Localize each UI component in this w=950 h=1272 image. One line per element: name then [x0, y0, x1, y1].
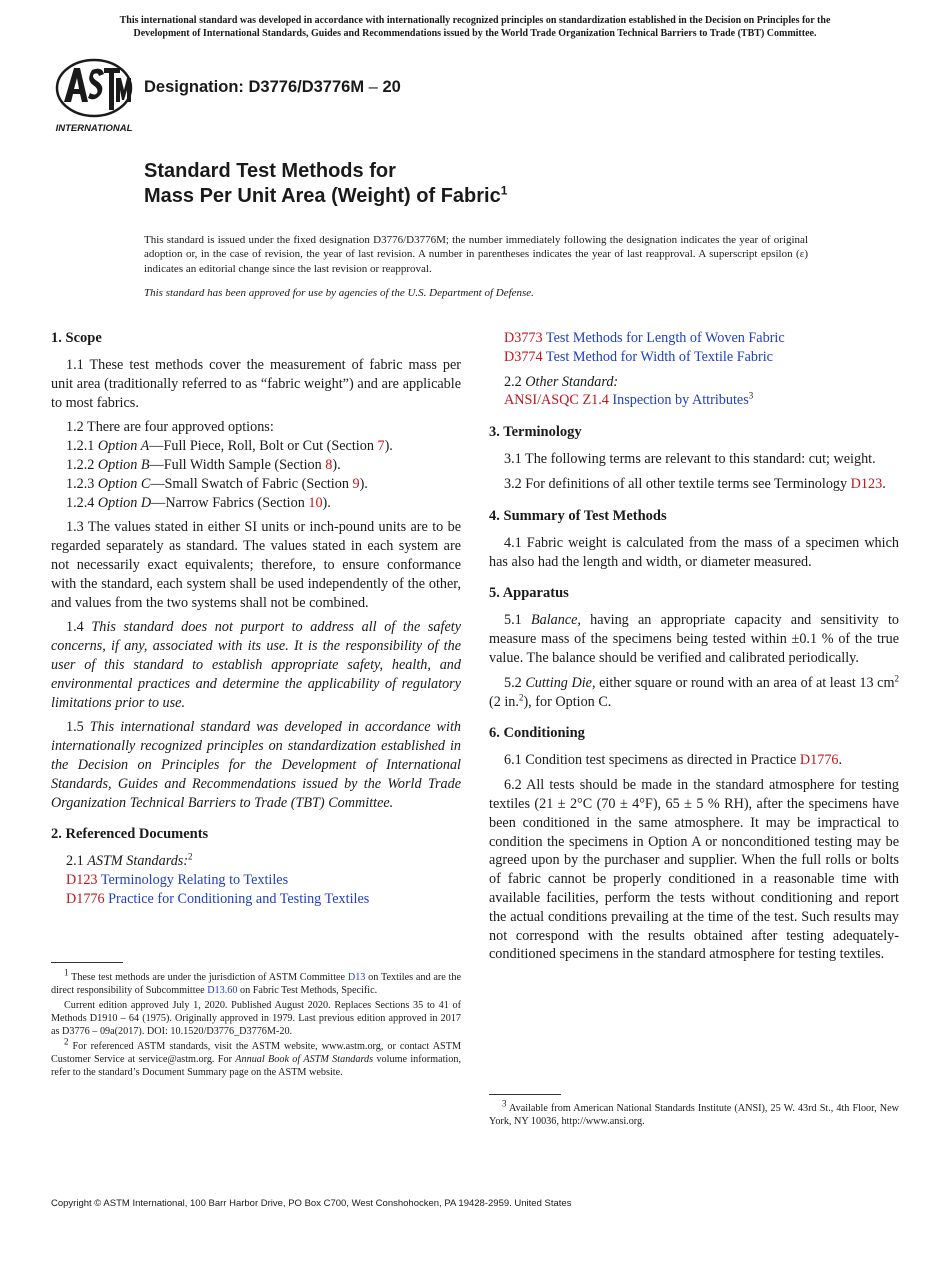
option-item: 1.2.1 Option A—Full Piece, Roll, Bolt or Cut (Section 7).	[66, 438, 393, 455]
footnotes-left	[51, 967, 461, 1081]
footnote-ref-3[interactable]: 3	[748, 390, 754, 401]
tbt-notice-line-2: Development of International Standards, Guides and Recommendations issued by the World Trade Organization Technical Barriers to Trade (TBT) Committee.	[133, 27, 817, 39]
footnote-3: $^3$ Available from American National Standards Institute (ANSI), 25 W. 43rd St., 4th Floor, New York, NY 10036, http://www.ansi.org.	[489, 1098, 899, 1127]
footnote-1-edition: Current edition approved July 1, 2020. Published August 2020. Replaces Sections 35 to 41 of Methods D1910 – 64 (1975). Originally approved in 1979. Last previous edition approved in 2017 as D3776 – 09a(2017). DOI: 10.1520/D3776_D3776M-20.	[51, 1000, 461, 1037]
logo-text: INTERNATIONAL	[55, 123, 133, 134]
reference-item[interactable]	[489, 391, 899, 410]
para-1-1: 1.1 These test methods cover the measurement of fabric mass per unit area (traditionally referred to as “fabric weight”) and are applicable to most fabrics.	[51, 357, 461, 411]
option-desc: —Small Swatch of Fabric (Section	[150, 475, 353, 492]
term-cutting-die: Cutting Die,	[525, 674, 596, 691]
astm-logo-mark	[54, 58, 134, 134]
reference-link-d1776[interactable]: D1776	[799, 752, 839, 769]
document-title	[144, 159, 844, 209]
designation-label: Designation: D3776/D3776M	[144, 78, 365, 96]
option-item: 1.2.4 Option D—Narrow Fabrics (Section 10).	[66, 494, 331, 511]
option-name: Option A	[97, 438, 150, 455]
title-line-2: Mass Per Unit Area (Weight) of Fabric	[144, 185, 501, 207]
reference-item[interactable]	[489, 348, 899, 367]
reference-title[interactable]: Test Method for Width of Textile Fabric	[542, 348, 773, 365]
subcommittee-link-d13-60[interactable]: D13.60	[207, 985, 238, 996]
reference-code[interactable]: D3774	[504, 348, 543, 365]
option-number: 1.2.3	[66, 475, 98, 492]
para-2-2: 2.2 Other Standard:	[504, 373, 619, 390]
para-6-1: 6.1 Condition test specimens as directed in Practice D1776.	[504, 752, 843, 769]
tbt-notice-line-1: This international standard was developed in accordance with internationally recognized principles on standardization established in the Decision on Principles for the	[119, 15, 831, 26]
reference-title[interactable]: Terminology Relating to Textiles	[97, 872, 289, 889]
section-conditioning-heading: 6. Conditioning	[489, 725, 585, 742]
reference-item[interactable]	[51, 890, 461, 909]
option-number: 1.2.4	[66, 494, 98, 511]
section-terminology-heading: 3. Terminology	[489, 424, 582, 441]
term-balance: Balance,	[530, 612, 581, 629]
title-line-1: Standard Test Methods for	[144, 160, 396, 182]
option-item: 1.2.2 Option B—Full Width Sample (Section 8).	[66, 456, 341, 473]
reference-item[interactable]	[489, 329, 899, 348]
footnote-rule-left	[51, 962, 123, 963]
para-6-2: 6.2 All tests should be made in the standard atmosphere for testing textiles (21 ± 2°C (70 ± 4°F), 65 ± 5 % RH), after the specimens have been conditioned in the same atmosphere. It may be impractical to condition the specimens in Option A or nonconditioned testing may be agreed upon by the purchaser and supplier. When the full rolls or bolts of fabric cannot be properly conditioned in a reasonable time with available facilities, perform the tests without conditioning and report the actual conditions prevailing at the time of the test. Such results may not correspond with the results obtained after testing adequately-conditioned specimens in the standard atmosphere for testing textiles.	[489, 777, 899, 963]
reference-code[interactable]: D123	[66, 872, 98, 889]
copyright-footer: Copyright © ASTM International, 100 Barr Harbor Drive, PO Box C700, West Conshohocken, PA 19428-2959. United States	[51, 1198, 572, 1209]
section-link-9[interactable]: 9	[352, 475, 360, 492]
option-desc: —Narrow Fabrics (Section	[151, 494, 309, 511]
para-3-1: 3.1 The following terms are relevant to this standard: cut; weight.	[504, 451, 876, 468]
designation-year: 20	[382, 78, 401, 96]
right-column	[489, 329, 899, 970]
footnote-rule-right	[489, 1094, 561, 1095]
section-link-7[interactable]: 7	[377, 438, 385, 455]
tbt-statement: This international standard was developed in accordance with internationally recognized principles on standardization established in the Decision on Principles for the Development of International Standards, Guides and Recommendations issued by the World Trade Organization Technical Barriers to Trade (TBT) Committee.	[51, 719, 461, 811]
option-name: Option D	[97, 494, 152, 511]
astm-standards-label: ASTM Standards:	[87, 853, 189, 870]
para-3-2: 3.2 For definitions of all other textile terms see Terminology D123.	[504, 475, 886, 492]
reference-code[interactable]: ANSI/ASQC Z1.4	[504, 392, 609, 409]
para-1-3: 1.3 The values stated in either SI units or inch-pound units are to be regarded separately as standard. The values stated in each system are not necessarily exact equivalents; therefore, to ensure conformance with the standard, each system shall be used independently of the other, and values from the two systems shall not be combined.	[51, 519, 461, 611]
footnote-1: $^1$ These test methods are under the jurisdiction of ASTM Committee D13 on Textiles and are the direct responsibility of Subcommittee D13.60 on Fabric Test Methods, Specific.	[51, 967, 461, 996]
option-desc: —Full Width Sample (Section	[149, 456, 326, 473]
designation	[144, 78, 401, 97]
reference-link-d123[interactable]: D123	[850, 475, 883, 492]
option-name: Option B	[97, 456, 150, 473]
para-1-5: 1.5 This international standard was developed in accordance with internationally recognized principles on standardization established in the Decision on Principles for the Development of International Standards, Guides and Recommendations issued by the World Trade Organization Technical Barriers to Trade (TBT) Committee.	[51, 719, 461, 811]
reference-code[interactable]: D1776	[66, 890, 105, 907]
para-1-4: 1.4 This standard does not purport to address all of the safety concerns, if any, associated with its use. It is the responsibility of the user of this standard to establish appropriate safety, health, and environmental practices and determine the applicability of regulatory limitations prior to use.	[51, 619, 461, 711]
reference-item[interactable]	[51, 871, 461, 890]
section-link-10[interactable]: 10	[308, 494, 323, 511]
committee-link-d13[interactable]: D13	[347, 972, 366, 983]
astm-logo	[54, 58, 134, 134]
footnotes-right	[489, 1098, 899, 1130]
section-apparatus-heading: 5. Apparatus	[489, 585, 569, 602]
designation-dash: –	[364, 78, 383, 96]
option-item: 1.2.3 Option C—Small Swatch of Fabric (Section 9).	[66, 475, 368, 492]
section-link-8[interactable]: 8	[325, 456, 333, 473]
option-number: 1.2.2	[66, 456, 98, 473]
reference-title[interactable]: Inspection by Attributes	[608, 392, 749, 409]
section-summary-heading: 4. Summary of Test Methods	[489, 507, 667, 524]
reference-title[interactable]: Test Methods for Length of Woven Fabric	[542, 330, 785, 346]
footnote-ref-2[interactable]: 2	[188, 851, 193, 862]
dod-approval-note: This standard has been approved for use by agencies of the U.S. Department of Defense.	[144, 287, 534, 299]
other-standard-label: Other Standard:	[525, 373, 619, 390]
title-footnote-ref[interactable]: 1	[500, 183, 508, 198]
issue-note: This standard is issued under the fixed designation D3776/D3776M; the number immediately following the designation indicates the year of original adoption or, in the case of revision, the year of last revision. A number in parentheses indicates the year of last reapproval. A superscript epsilon (ε) indicates an editorial change since the last revision or reapproval.	[144, 234, 808, 275]
section-scope-heading: 1. Scope	[51, 330, 102, 346]
reference-code[interactable]: D3773	[504, 330, 543, 346]
option-desc: —Full Piece, Roll, Bolt or Cut (Section	[149, 438, 378, 455]
option-number: 1.2.1	[66, 438, 98, 455]
option-name: Option C	[97, 475, 151, 492]
para-5-1: 5.1 Balance, having an appropriate capacity and sensitivity to measure mass of the specimens being tested within ±0.1 % of the true value. The balance should be verified and calibrated periodically.	[489, 612, 900, 666]
para-5-2: 5.2 Cutting Die, either square or round with an area of at least 13 $cm^2$ (2 in.$^2$), for Option C.	[489, 673, 899, 710]
footnote-2: $^2$ For referenced ASTM standards, visit the ASTM website, www.astm.org, or contact ASTM Customer Service at service@astm.org. For Annual Book of ASTM Standards volume information, refer to the standard’s Document Summary page on the ASTM website.	[51, 1036, 461, 1078]
para-4-1: 4.1 Fabric weight is calculated from the mass of a specimen which has also had the length and width, or diameter measured.	[489, 534, 899, 570]
safety-statement: This standard does not purport to address all of the safety concerns, if any, associated with its use. It is the responsibility of the user of this standard to establish appropriate safety, health, and environmental practices and determine the applicability of regulatory limitations prior to use.	[51, 619, 461, 711]
left-column	[51, 329, 461, 909]
para-1-2: 1.2 There are four approved options:	[66, 419, 274, 436]
para-2-1: 2.1 ASTM Standards:$^2$	[66, 851, 193, 870]
tbt-notice	[40, 15, 910, 40]
reference-title[interactable]: Practice for Conditioning and Testing Textiles	[104, 890, 370, 907]
section-referenced-documents-heading: 2. Referenced Documents	[51, 826, 209, 843]
